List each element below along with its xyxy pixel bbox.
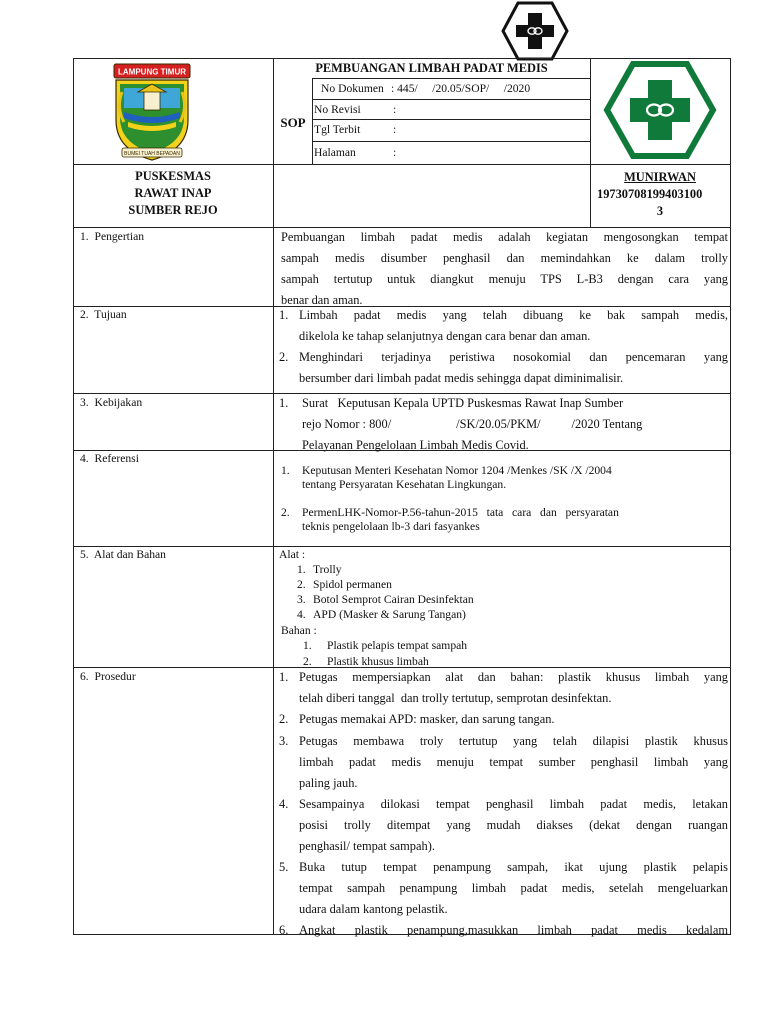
pengertian-text: sampah medis disumber penghasil dan memindahkan ke dalam trolly	[281, 251, 728, 265]
signatory-nip-cont: 3	[656, 204, 664, 218]
rule	[73, 164, 730, 165]
pengertian-text: Pembuangan limbah padat medis adalah kegiatan mengosongkan tempat	[281, 230, 728, 244]
list-number: 6.	[279, 923, 289, 937]
prosedur-item: posisi trolly ditempat yang mudah diakses (dekat dengan ruangan	[299, 818, 728, 832]
prosedur-item: tempat sampah penampung limbah padat medis, setelah mengeluarkan	[299, 881, 728, 895]
no-revisi-value: :	[393, 103, 397, 116]
regency-logo-text: LAMPUNG TIMUR	[118, 67, 186, 77]
rule	[312, 141, 590, 142]
rule	[312, 119, 590, 120]
referensi-item: tentang Persyaratan Kesehatan Lingkungan.	[302, 478, 507, 491]
puskesmas-logo	[603, 60, 717, 160]
no-revisi-label: No Revisi	[314, 103, 361, 116]
section-label-prosedur: 6. Prosedur	[80, 670, 136, 683]
kebijakan-item: rejo Nomor : 800/ /SK/20.05/PKM/ /2020 Tentang	[302, 417, 643, 431]
alat-label: Alat :	[279, 548, 306, 561]
list-number: 2.	[281, 506, 290, 519]
signatory-nip: 19730708199403100	[597, 187, 703, 201]
org-name-line2: RAWAT INAP	[134, 186, 212, 200]
section-label-pengertian: 1. Pengertian	[80, 230, 145, 243]
list-number: 1.	[279, 670, 289, 684]
rule	[73, 546, 730, 547]
bahan-label: Bahan :	[281, 624, 317, 637]
section-label-kebijakan: 3. Kebijakan	[80, 396, 143, 409]
prosedur-item: limbah padat medis menuju tempat sumber penghasil limbah yang	[299, 755, 728, 769]
referensi-item: teknis pengelolaan lb-3 dari fasyankes	[302, 520, 480, 533]
alat-item: APD (Masker & Sarung Tangan)	[313, 608, 466, 621]
list-number: 1.	[279, 396, 289, 410]
kebijakan-item: Pelayanan Pengelolaan Limbah Medis Covid.	[302, 438, 529, 452]
document-title: PEMBUANGAN LIMBAH PADAT MEDIS	[315, 61, 548, 75]
regency-logo	[108, 62, 196, 164]
list-number: 4.	[297, 608, 306, 621]
tujuan-item: Menghindari terjadinya peristiwa nosokomial dan pencemaran yang	[299, 350, 728, 364]
signatory-name: MUNIRWAN	[624, 170, 696, 184]
tgl-terbit-value: :	[393, 123, 397, 136]
rule	[730, 58, 731, 935]
prosedur-item: Sesampainya dilokasi tempat penghasil limbah padat medis, letakan	[299, 797, 728, 811]
prosedur-item: Angkat plastik penampung,masukkan limbah padat medis kedalam	[299, 923, 728, 937]
rule	[312, 99, 590, 100]
tujuan-item: Limbah padat medis yang telah dibuang ke bak sampah medis,	[299, 308, 728, 322]
prosedur-item: Petugas membawa troly tertutup yang telah dilapisi plastik khusus	[299, 734, 728, 748]
list-number: 1.	[279, 308, 289, 322]
referensi-item: Keputusan Menteri Kesehatan Nomor 1204 /Menkes /SK /X /2004	[302, 464, 612, 477]
tujuan-item: bersumber dari limbah padat medis sehingga dapat diminimalisir.	[299, 371, 624, 385]
list-number: 5.	[279, 860, 289, 874]
prosedur-item: paling jauh.	[299, 776, 358, 790]
prosedur-item: Petugas memakai APD: masker, dan sarung tangan.	[299, 712, 555, 726]
prosedur-item: telah diberi tanggal dan trolly tertutup, semprotan desinfektan.	[299, 691, 612, 705]
list-number: 2.	[279, 712, 289, 726]
halaman-label: Halaman	[314, 146, 356, 159]
kebijakan-item: Surat Keputusan Kepala UPTD Puskesmas Rawat Inap Sumber	[302, 396, 624, 410]
prosedur-item: Buka tutup tempat penampung sampah, ikat ujung plastik pelapis	[299, 860, 728, 874]
alat-item: Spidol permanen	[313, 578, 392, 591]
list-number: 1.	[297, 563, 306, 576]
section-label-alat-bahan: 5. Alat dan Bahan	[80, 548, 166, 561]
no-dokumen-label: No Dokumen	[321, 82, 384, 95]
prosedur-item: Petugas mempersiapkan alat dan bahan: plastik khusus limbah yang	[299, 670, 728, 684]
rule	[273, 58, 274, 935]
pengertian-text: sampah tertutup untuk diangkut menuju TPS L-B3 dengan cara yang	[281, 272, 728, 286]
list-number: 3.	[297, 593, 306, 606]
tujuan-item: dikelola ke tahap selanjutnya dengan cara benar dan aman.	[299, 329, 591, 343]
list-number: 1.	[303, 639, 312, 652]
puskesmas-logo-top	[501, 0, 569, 62]
rule	[312, 78, 313, 164]
list-number: 2.	[303, 655, 312, 668]
pengertian-text: benar dan aman.	[281, 293, 363, 307]
sop-label: SOP	[280, 115, 306, 130]
org-name-line1: PUSKESMAS	[135, 169, 211, 183]
section-label-tujuan: 2. Tujuan	[80, 308, 127, 321]
alat-item: Trolly	[313, 563, 342, 576]
bahan-item: Plastik khusus limbah	[327, 655, 429, 668]
list-number: 3.	[279, 734, 289, 748]
prosedur-item: penghasil/ tempat sampah).	[299, 839, 435, 853]
list-number: 2.	[297, 578, 306, 591]
halaman-value: :	[393, 146, 397, 159]
list-number: 1.	[281, 464, 290, 477]
prosedur-item: udara dalam kantong pelastik.	[299, 902, 448, 916]
list-number: 4.	[279, 797, 289, 811]
tgl-terbit-label: Tgl Terbit	[314, 123, 361, 136]
no-dokumen-value: : 445/ /20.05/SOP/ /2020	[391, 82, 531, 95]
org-name-line3: SUMBER REJO	[128, 203, 218, 217]
alat-item: Botol Semprot Cairan Desinfektan	[313, 593, 474, 606]
bahan-item: Plastik pelapis tempat sampah	[327, 639, 468, 652]
section-label-referensi: 4. Referensi	[80, 452, 139, 465]
list-number: 2.	[279, 350, 289, 364]
regency-logo-motto: BUMEI TUAH BEPADAN	[124, 151, 180, 157]
referensi-item: PermenLHK-Nomor-P.56-tahun-2015 tata cara dan persyaratan	[302, 506, 619, 519]
